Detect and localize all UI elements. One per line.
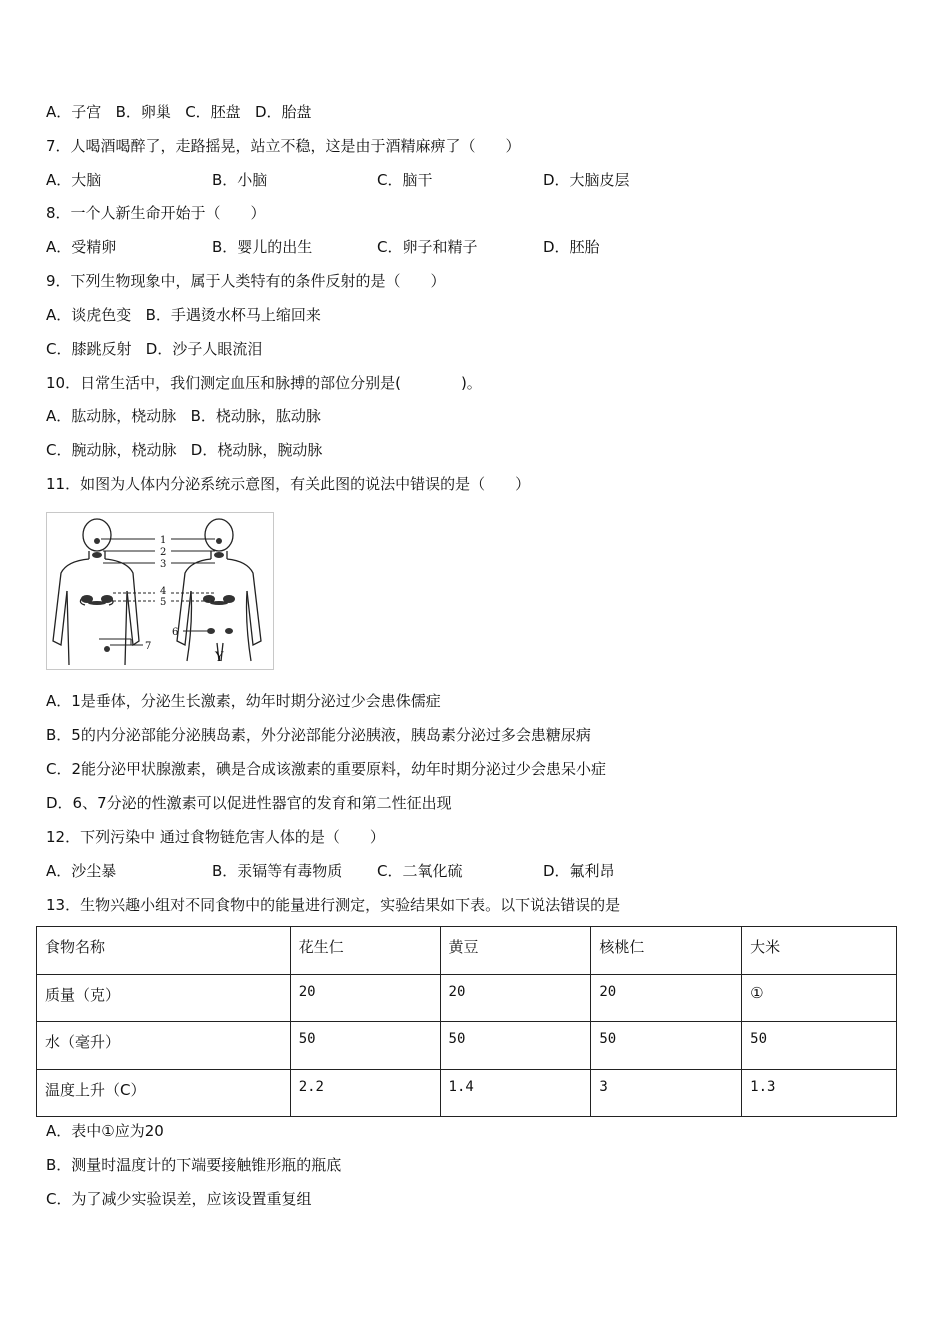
q12-option-c: C．二氧化硫 (377, 862, 463, 880)
table-cell: 20 (591, 974, 742, 1022)
diagram-label-6: 6 (172, 627, 179, 638)
table-cell: 质量（克） (37, 974, 291, 1022)
table-header-cell: 大米 (742, 927, 897, 975)
diagram-label-4: 4 (160, 586, 167, 597)
q10-option-b: B．桡动脉，肱动脉 (190, 407, 321, 425)
diagram-label-y: Y (215, 650, 224, 665)
q11-stem: 11．如图为人体内分泌系统示意图，有关此图的说法中错误的是（ ） (46, 475, 531, 493)
table-row (37, 1069, 897, 1117)
diagram-label-7: 7 (145, 641, 152, 652)
q9-options-row1 (46, 305, 321, 325)
q13-option-c: C．为了减少实验误差，应该设置重复组 (46, 1190, 312, 1208)
q13-option-a: A．表中①应为20 (46, 1122, 164, 1140)
q12-option-d: D．氟利昂 (543, 862, 615, 880)
q9-option-c: C．膝跳反射 (46, 340, 132, 358)
q6-options (46, 102, 312, 122)
q6-option-c: C．胚盘 (185, 103, 241, 121)
table-cell: 50 (591, 1022, 742, 1070)
q11-option-a: A．1是垂体，分泌生长激素，幼年时期分泌过少会患侏儒症 (46, 692, 441, 710)
endocrine-system-diagram (46, 512, 274, 670)
table-cell: 1.4 (440, 1069, 591, 1117)
q10-stem: 10．日常生活中，我们测定血压和脉搏的部位分别是( )。 (46, 374, 482, 392)
diagram-label-2: 2 (160, 547, 167, 558)
endocrine-figure-svg (47, 513, 273, 669)
diagram-label-5: 5 (160, 597, 167, 608)
table-header-cell: 食物名称 (37, 927, 291, 975)
q8-option-c: C．卵子和精子 (377, 238, 478, 256)
q8-option-a: A．受精卵 (46, 238, 117, 256)
q9-option-a: A．谈虎色变 (46, 306, 132, 324)
q6-option-a: A．子宫 (46, 103, 102, 121)
q7-stem: 7．人喝酒喝醉了，走路摇晃，站立不稳，这是由于酒精麻痹了（ ） (46, 137, 521, 155)
q7-option-a: A．大脑 (46, 171, 102, 189)
table-cell: 3 (591, 1069, 742, 1117)
table-header-row (37, 927, 897, 975)
table-cell: 水（毫升） (37, 1022, 291, 1070)
table-row (37, 974, 897, 1022)
table-cell: 50 (440, 1022, 591, 1070)
diagram-label-3: 3 (160, 559, 167, 570)
male-head-outline (83, 519, 111, 551)
table-cell: 20 (440, 974, 591, 1022)
q6-option-b: B．卵巢 (115, 103, 171, 121)
table-cell: 1.3 (742, 1069, 897, 1117)
q8-stem: 8．一个人新生命开始于（ ） (46, 204, 266, 222)
q13-stem: 13．生物兴趣小组对不同食物中的能量进行测定，实验结果如下表。以下说法错误的是 (46, 896, 621, 914)
q10-option-a: A．肱动脉，桡动脉 (46, 407, 177, 425)
table-row (37, 1022, 897, 1070)
table-cell: 20 (290, 974, 440, 1022)
q11-option-b: B．5的内分泌部能分泌胰岛素，外分泌部能分泌胰液，胰岛素分泌过多会患糖尿病 (46, 726, 591, 744)
diagram-label-1: 1 (160, 535, 167, 546)
q8-option-b: B．婴儿的出生 (212, 238, 313, 256)
q8-option-d: D．胚胎 (543, 238, 600, 256)
q10-option-d: D．桡动脉，腕动脉 (190, 441, 323, 459)
q13-option-b: B．测量时温度计的下端要接触锥形瓶的瓶底 (46, 1156, 342, 1174)
q11-option-c: C．2能分泌甲状腺激素，碘是合成该激素的重要原料，幼年时期分泌过少会患呆小症 (46, 760, 607, 778)
q7-option-b: B．小脑 (212, 171, 268, 189)
q12-option-a: A．沙尘暴 (46, 862, 117, 880)
q7-option-d: D．大脑皮层 (543, 171, 630, 189)
q9-option-b: B．手遇烫水杯马上缩回来 (145, 306, 321, 324)
q6-option-d: D．胎盘 (254, 103, 312, 121)
q11-option-d: D．6、7分泌的性激素可以促进性器官的发育和第二性征出现 (46, 794, 452, 812)
table-cell: 50 (290, 1022, 440, 1070)
q10-option-c: C．腕动脉，桡动脉 (46, 441, 177, 459)
q9-stem: 9．下列生物现象中，属于人类特有的条件反射的是（ ） (46, 272, 446, 290)
table-cell: 温度上升（C） (37, 1069, 291, 1117)
q9-options-row2 (46, 339, 262, 359)
female-head-outline (205, 519, 233, 551)
table-header-cell: 核桃仁 (591, 927, 742, 975)
table-header-cell: 黄豆 (440, 927, 591, 975)
q9-option-d: D．沙子人眼流泪 (145, 340, 263, 358)
table-cell: 2.2 (290, 1069, 440, 1117)
q10-options-row2 (46, 440, 322, 460)
q10-options-row1 (46, 406, 321, 426)
food-energy-table (36, 926, 897, 1117)
table-cell: 50 (742, 1022, 897, 1070)
q12-stem: 12．下列污染中 通过食物链危害人体的是（ ） (46, 828, 385, 846)
q12-option-b: B．汞镉等有毒物质 (212, 862, 343, 880)
q7-option-c: C．脑干 (377, 171, 433, 189)
table-cell: ① (742, 974, 897, 1022)
table-header-cell: 花生仁 (290, 927, 440, 975)
